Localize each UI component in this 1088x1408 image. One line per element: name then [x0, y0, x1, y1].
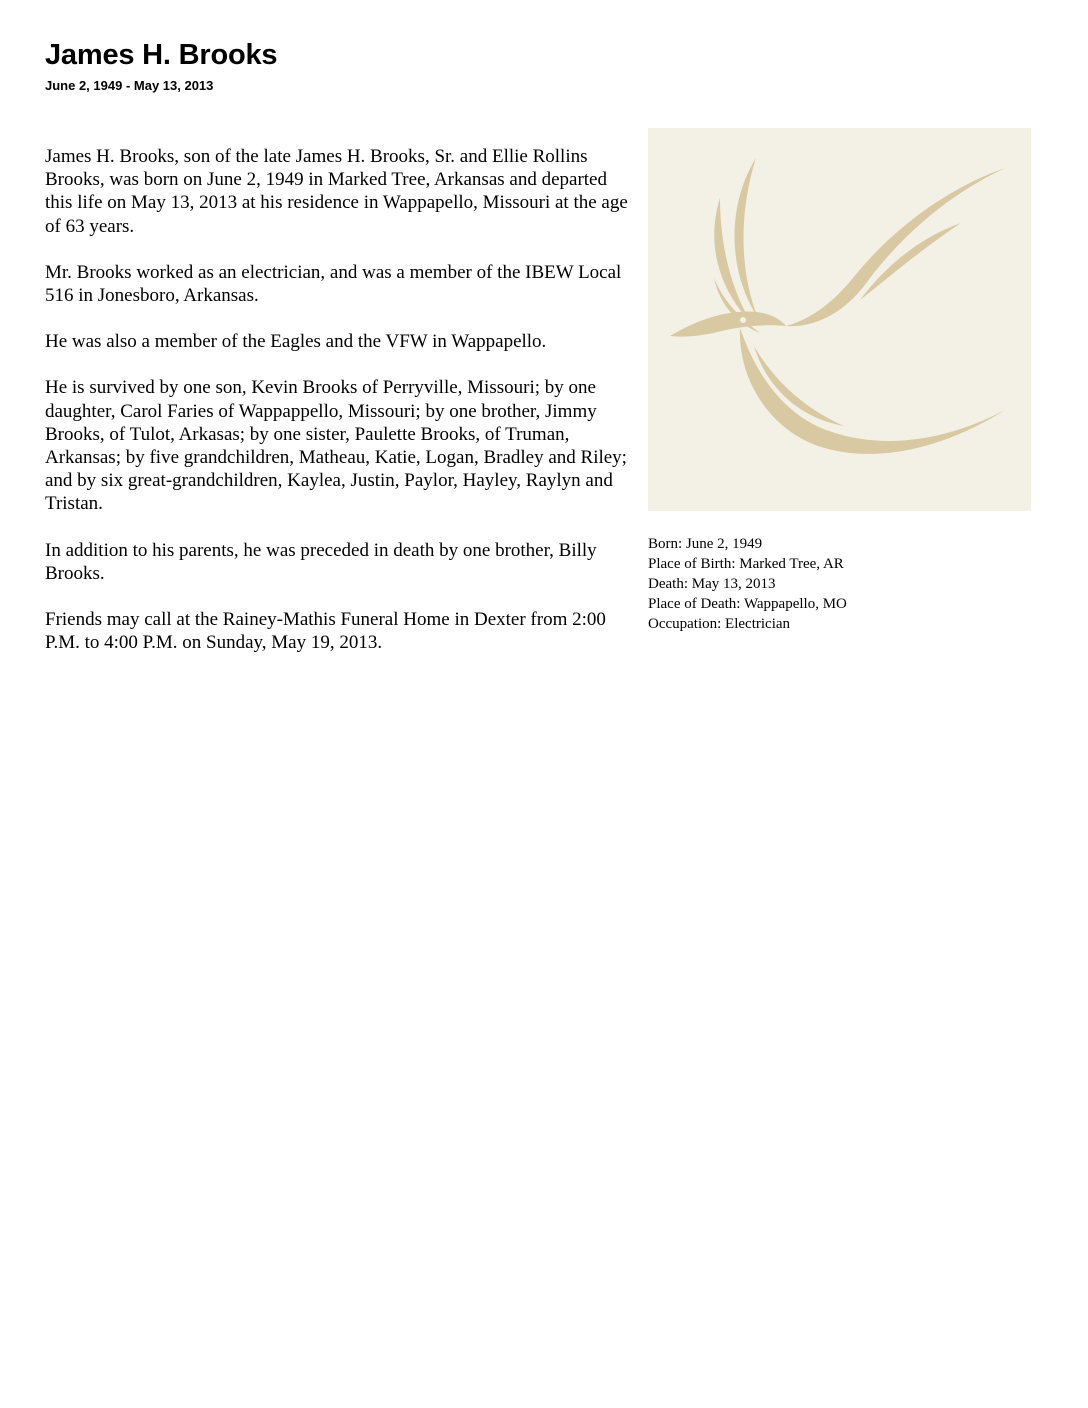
obituary-header — [45, 36, 277, 95]
obituary-paragraph: Mr. Brooks worked as an electrician, and was a member of the IBEW Local 516 in Jonesboro, Arkansas. — [45, 261, 622, 307]
place-of-birth-fact: Place of Birth: Marked Tree, AR — [648, 556, 844, 572]
obituary-paragraph: He is survived by one son, Kevin Brooks of Perryville, Missouri; by one daughter, Carol Faries of Wappappello, Missouri; by one brother, Jimmy Brooks, of Tulot, Arkasas; by one sister, Paulette Brooks, of Truman, Arkansas; by five grandchildren, Matheau, Katie, Logan, Bradley and Riley; and by six great-grandchildren, Kaylea, Justin, Paylor, Hayley, Raylyn and Tristan. — [45, 377, 627, 515]
vital-facts — [648, 534, 847, 634]
obituary-text — [45, 145, 635, 677]
dove-icon — [648, 128, 1031, 511]
obituary-paragraph: James H. Brooks, son of the late James H. Brooks, Sr. and Ellie Rollins Brooks, was born on June 2, 1949 in Marked Tree, Arkansas and departed this life on May 13, 2013 at his residence in Wappapello, Missouri at the age of 63 years. — [45, 146, 628, 237]
occupation-fact: Occupation: Electrician — [648, 616, 791, 632]
place-of-death-fact: Place of Death: Wappapello, MO — [648, 596, 847, 612]
deceased-name: James H. Brooks — [45, 39, 278, 71]
obituary-paragraph: Friends may call at the Rainey-Mathis Funeral Home in Dexter from 2:00 P.M. to 4:00 P.M. on Sunday, May 19, 2013. — [45, 609, 606, 654]
born-fact: Born: June 2, 1949 — [648, 536, 763, 552]
obituary-paragraph: He was also a member of the Eagles and the VFW in Wappapello. — [45, 331, 547, 353]
death-fact: Death: May 13, 2013 — [648, 576, 776, 592]
obituary-paragraph: In addition to his parents, he was preceded in death by one brother, Billy Brooks. — [45, 539, 597, 584]
memorial-photo — [648, 128, 1031, 511]
life-dates: June 2, 1949 - May 13, 2013 — [45, 78, 214, 93]
